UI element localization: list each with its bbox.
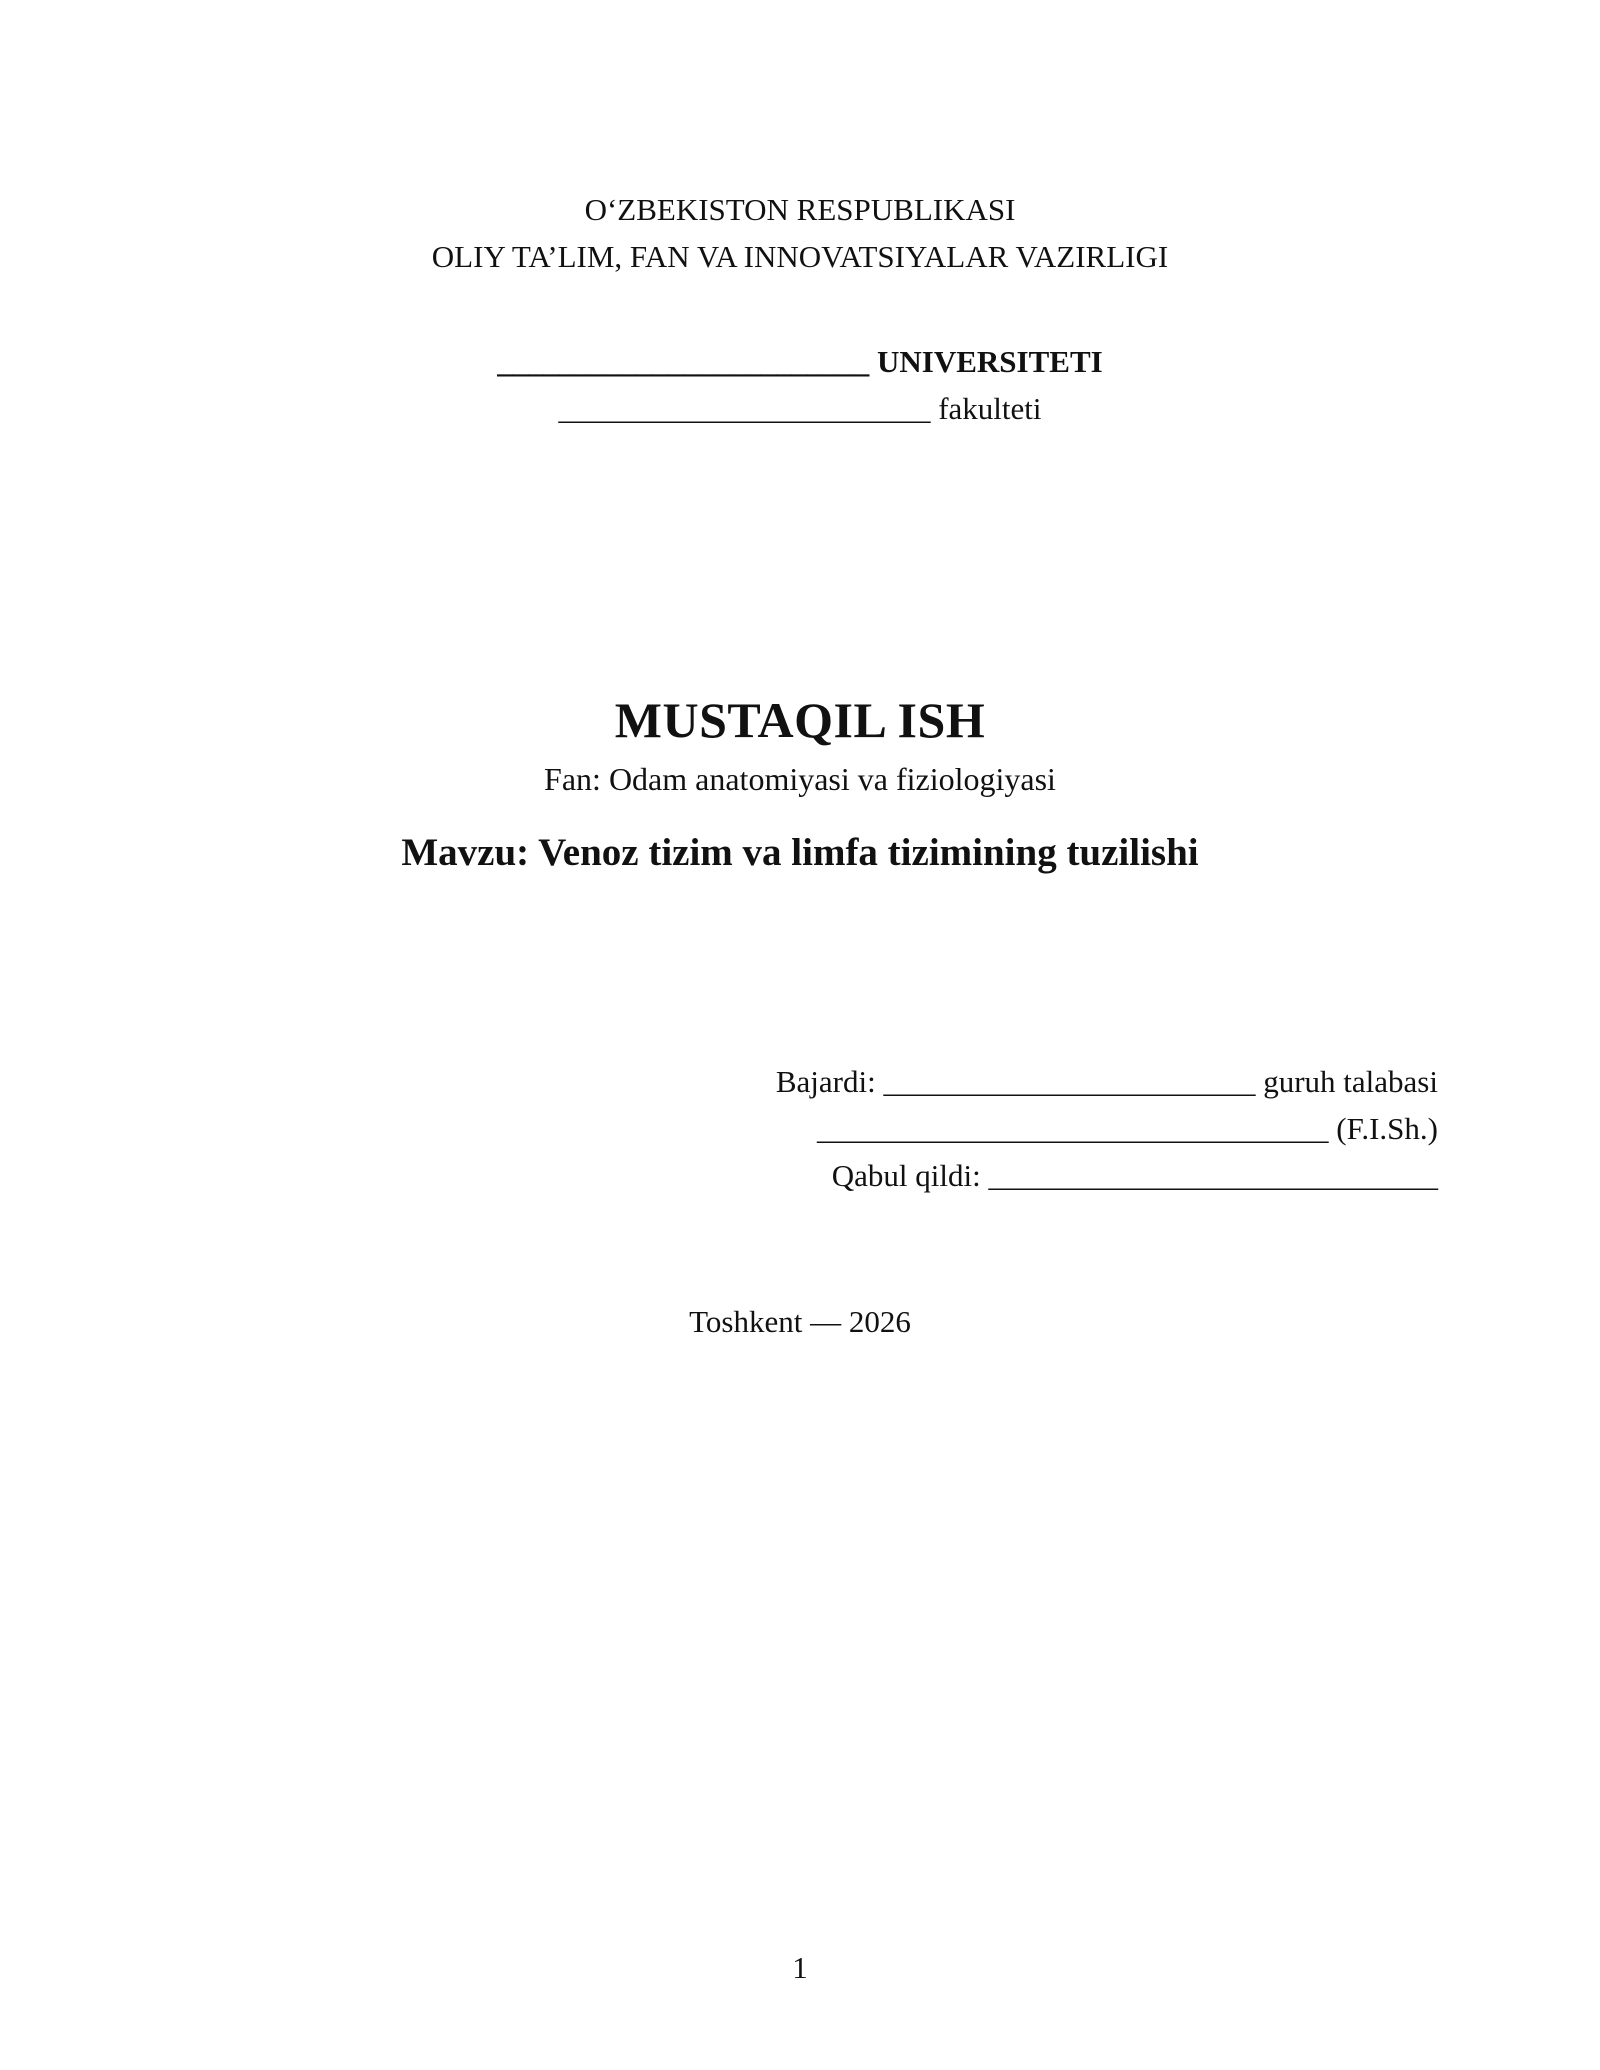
accepted-by-line: Qabul qildi: _____________________________	[831, 1158, 1438, 1193]
performed-by-line: Bajardi: ________________________ guruh talabasi	[775, 1064, 1438, 1099]
full-name-line: _________________________________ (F.I.Sh.)	[817, 1111, 1438, 1146]
country-heading: O‘ZBEKISTON RESPUBLIKASI	[584, 192, 1016, 227]
ministry-heading: OLIY TA’LIM, FAN VA INNOVATSIYALAR VAZIRLIGI	[431, 239, 1169, 274]
city-year: Toshkent — 2026	[689, 1304, 911, 1339]
topic-line: Mavzu: Venoz tizim va limfa tizimining tuzilishi	[401, 831, 1199, 874]
faculty-line: ________________________ fakulteti	[558, 391, 1042, 426]
page-number: 1	[792, 1950, 808, 1985]
university-line: ________________________ UNIVERSITETI	[497, 344, 1103, 379]
document-title: MUSTAQIL ISH	[614, 692, 986, 748]
subject-line: Fan: Odam anatomiyasi va fiziologiyasi	[544, 761, 1056, 797]
